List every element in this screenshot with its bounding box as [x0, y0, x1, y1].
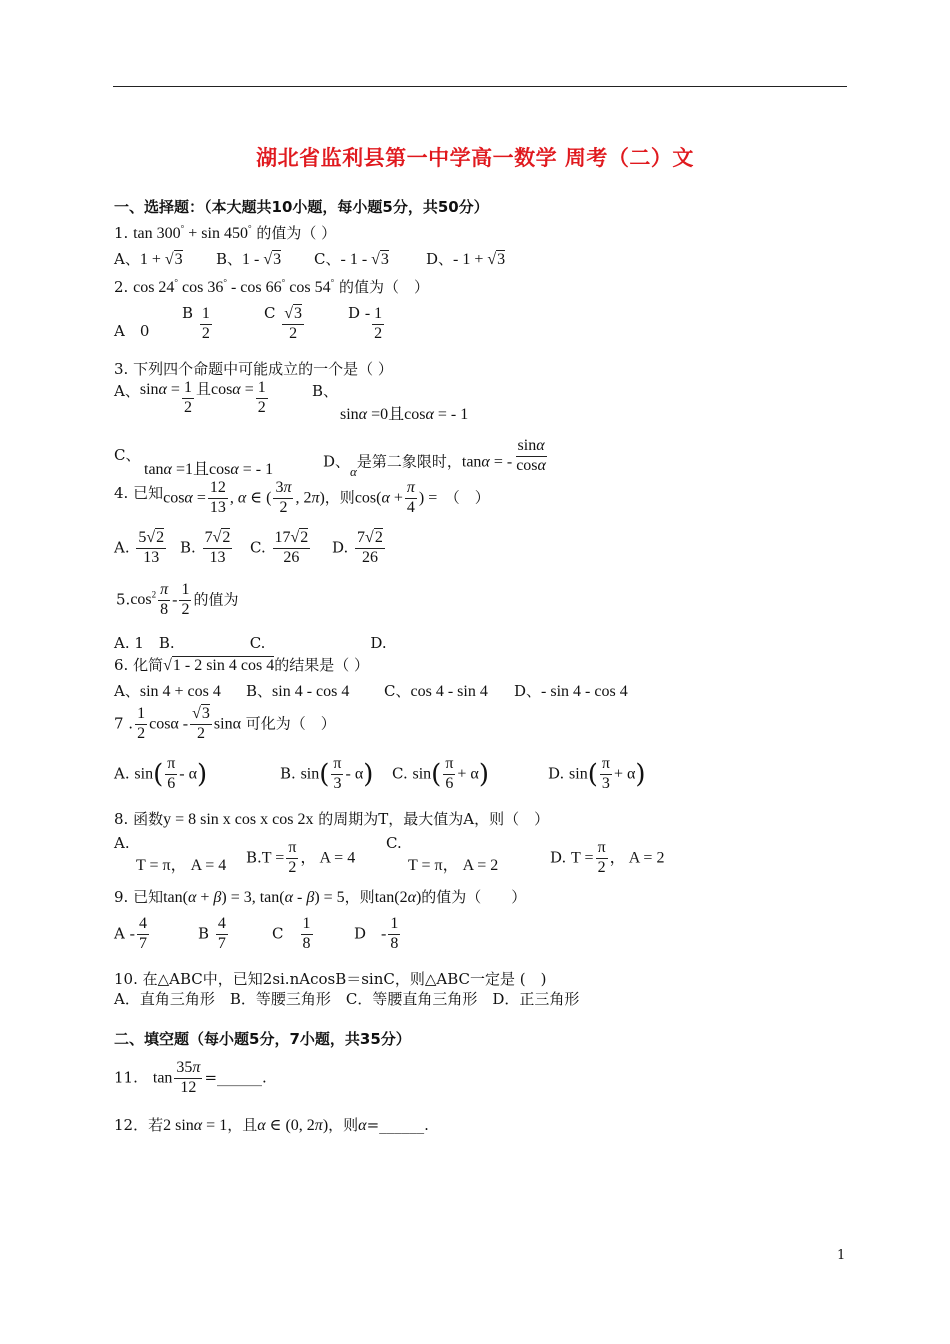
question-10-options: A．直角三角形 B．等腰三角形 C．等腰直角三角形 D．正三角形: [114, 990, 580, 1008]
q3-option-c-expression: tanα =1且cosα = - 1: [144, 461, 274, 478]
q2-expression: cos 24° cos 36° - cos 66° cos 54°: [133, 277, 335, 296]
page-title: 湖北省监利县第一中学高一数学 周考（二）文: [256, 146, 694, 170]
q7-option-d: D. sin( $\frac{\pi}{3}$ + α): [548, 755, 646, 792]
q6-option-a: A、sin 4 + cos 4: [114, 682, 221, 700]
q1-option-d: D、- 1 + √3: [426, 250, 506, 268]
question-2-options: [114, 306, 914, 356]
q9-option-b: B $\frac{4}{7}$: [198, 915, 226, 952]
q1-option-b: B、1 - √3: [216, 250, 282, 268]
page-number: 1: [837, 1248, 846, 1263]
q3-option-c: C、: [114, 446, 141, 464]
question-12: 12．若2 sinα = 1，且α ∈ (0, 2π)，则α=______.: [114, 1116, 429, 1134]
q4-option-a: A. $\frac{5√2}{13}$: [114, 529, 165, 566]
q6-option-c: C、cos 4 - sin 4: [384, 682, 488, 700]
question-8: 8. 函数y = 8 sin x cos x cos 2x 的周期为T，最大值为A，则（ ）: [114, 810, 550, 828]
q4-option-c: C. $\frac{17√2}{26}$: [250, 529, 309, 566]
question-9: 9. 已知tan(α + β) = 3, tan(α - β) = 5，则tan(2α)的值为（ ）: [114, 888, 527, 906]
q3-option-a: A、sinα = $\frac{1}{2}$ 且cosα = $\frac{1}{2}$: [114, 379, 266, 416]
question-5-options: A. 1 B. C. D.: [114, 634, 387, 652]
q7-option-b: B. sin( $\frac{\pi}{3}$ - α): [280, 755, 374, 792]
q2-option-c: C $\frac{√3}{2}$: [264, 304, 303, 342]
q7-option-a: A. sin( $\frac{\pi}{6}$ - α): [114, 755, 208, 792]
q7-option-c: C. sin( $\frac{\pi}{6}$ + α): [392, 755, 489, 792]
section-heading-fill: 二、填空题（每小题5分，7小题，共35分）: [114, 1030, 411, 1048]
q9-option-c: C $\frac{1}{8}$: [272, 915, 311, 952]
question-1: 1. tan 300° + sin 450° 的值为（ ）: [114, 223, 337, 242]
q1-option-c: C、- 1 - √3: [314, 250, 389, 268]
question-3-options-cd: [114, 428, 914, 478]
question-4: 4. 已知cosα = $\frac{12}{13}$ , α ∈ ( $\frac{3\pi}{2}$ , 2π)，则cos(α + $\frac{\pi}{4}$ ) = （ ）: [114, 479, 490, 516]
q3-option-b: B、 sinα =0且cosα = - 1: [312, 382, 469, 423]
question-7-options: [114, 756, 914, 802]
q4-option-b: B. $\frac{7√2}{13}$: [180, 529, 231, 566]
question-6: 6. 化简√1 - 2 sin 4 cos 4的结果是（ ）: [114, 656, 369, 674]
q2-option-b: B $\frac{1}{2}$: [182, 304, 210, 342]
q8-option-c: C. T = π， A = 2: [386, 834, 499, 874]
q9-option-d: D - $\frac{1}{8}$: [354, 915, 399, 952]
question-3: 3. 下列四个命题中可能成立的一个是（ ）: [114, 360, 393, 378]
question-8-options: [114, 834, 914, 878]
question-4-options: [114, 530, 914, 578]
question-9-options: [114, 916, 914, 964]
question-11: 11. tan $\frac{35\pi}{12}$ =______.: [114, 1059, 267, 1096]
q3-option-d: D、α是第二象限时，tanα = - $\frac{\sin\alpha}{\cos\alpha}$: [323, 437, 546, 480]
q4-option-d: D. $\frac{7√2}{26}$: [332, 529, 383, 566]
q8-option-b: B.T = $\frac{\pi}{2}$ ， A = 4: [246, 839, 356, 876]
question-5: $5.\cos^2$ $\frac{\pi}{8}$ - $\frac{1}{2}$ 的值为: [116, 581, 239, 618]
section-heading-choice: 一、选择题：（本大题共10小题，每小题5分，共50分）: [114, 198, 489, 216]
q6-option-b: B、sin 4 - cos 4: [246, 682, 350, 700]
header-rule: [113, 86, 847, 87]
q9-option-a: A - $\frac{4}{7}$: [114, 915, 147, 952]
q1-option-a: A、1 + √3: [114, 250, 183, 268]
question-7: 7 . $\frac{1}{2}$ cosα - $\frac{√3}{2}$ sinα 可化为（ ）: [114, 705, 336, 742]
question-10: 10. 在△ABC中，已知2si.nAcosB＝sinC，则△ABC一定是 ( ): [114, 970, 547, 988]
question-2: 2. cos 24° cos 36° - cos 66° cos 54° 的值为（ ）: [114, 277, 429, 296]
question-3-options-ab: [114, 380, 914, 424]
q8-option-d: D. T = $\frac{\pi}{2}$ ， A = 2: [550, 839, 665, 876]
q6-option-d: D、- sin 4 - cos 4: [514, 682, 628, 700]
q2-option-d: D - $\frac{1}{2}$: [348, 304, 383, 342]
q1-expression: tan 300° + sin 450°: [133, 223, 252, 242]
q8-option-a: A. T = π， A = 4: [114, 834, 227, 874]
q2-option-a: A 0: [114, 322, 150, 340]
